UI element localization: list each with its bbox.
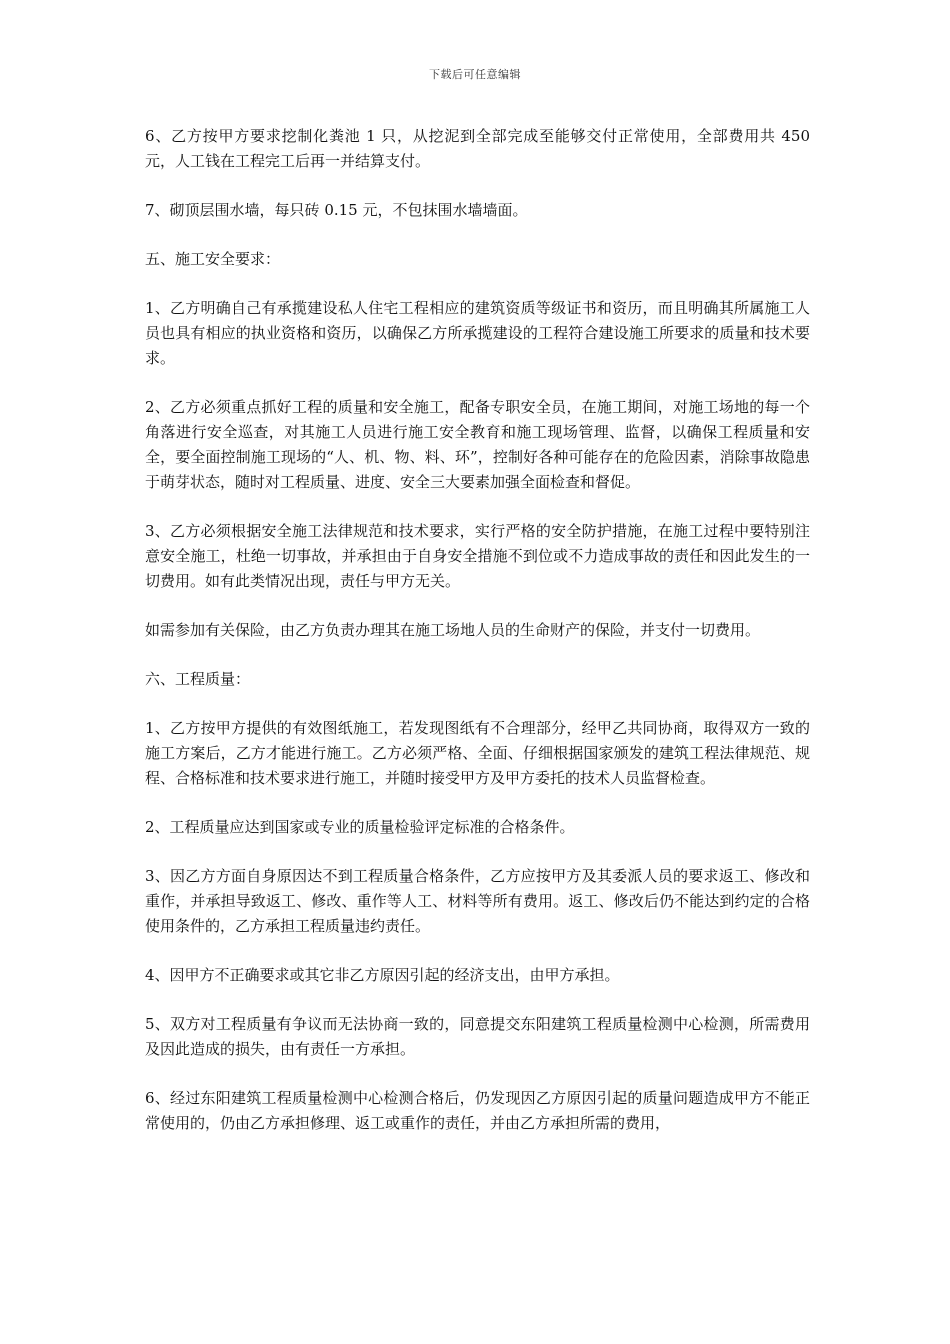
paragraph-item-7-parapet-wall: 7、砌顶层围水墙，每只砖 0.15 元，不包抹围水墙墙面。 [145,201,528,219]
section-heading-quality: 六、工程质量： [145,670,251,688]
paragraph-quality-1: 1、乙方按甲方提供的有效图纸施工，若发现图纸有不合理部分，经甲乙共同协商，取得双方一致的施工方案后，乙方才能进行施工。乙方必须严格、全面、仔细根据国家颁发的建筑工程法律规范、规程、合格标准和技术要求进行施工，并随时接受甲方及甲方委托的技术人员监督检查。 [145,719,810,787]
section-heading-safety: 五、施工安全要求： [145,250,281,268]
page-header: 下载后可任意编辑 [429,68,521,81]
paragraph-quality-6: 6、经过东阳建筑工程质量检测中心检测合格后，仍发现因乙方原因引起的质量问题造成甲方不能正常使用的，仍由乙方承担修理、返工或重作的责任，并由乙方承担所需的费用， [145,1089,810,1132]
paragraph-quality-5: 5、双方对工程质量有争议而无法协商一致的，同意提交东阳建筑工程质量检测中心检测，所需费用及因此造成的损失，由有责任一方承担。 [145,1015,810,1058]
paragraph-item-6-septic-tank: 6、乙方按甲方要求挖制化粪池 1 只，从挖泥到全部完成至能够交付正常使用，全部费用共 450 元，人工钱在工程完工后再一并结算支付。 [145,127,815,170]
paragraph-safety-1: 1、乙方明确自己有承揽建设私人住宅工程相应的建筑资质等级证书和资历，而且明确其所属施工人员也具有相应的执业资格和资历，以确保乙方所承揽建设的工程符合建设施工所要求的质量和技术要求。 [145,299,810,367]
paragraph-safety-3: 3、乙方必须根据安全施工法律规范和技术要求，实行严格的安全防护措施，在施工过程中要特别注意安全施工，杜绝一切事故，并承担由于自身安全措施不到位或不力造成事故的责任和因此发生的一切费用。如有此类情况出现，责任与甲方无关。 [145,522,810,590]
document-body [145,124,815,1160]
paragraph-insurance: 如需参加有关保险，由乙方负责办理其在施工场地人员的生命财产的保险，并支付一切费用。 [145,621,761,639]
paragraph-quality-4: 4、因甲方不正确要求或其它非乙方原因引起的经济支出，由甲方承担。 [145,966,620,984]
paragraph-quality-3: 3、因乙方方面自身原因达不到工程质量合格条件，乙方应按甲方及其委派人员的要求返工、修改和重作，并承担导致返工、修改、重作等人工、材料等所有费用。返工、修改后仍不能达到约定的合格使用条件的，乙方承担工程质量违约责任。 [145,867,810,935]
paragraph-safety-2: 2、乙方必须重点抓好工程的质量和安全施工，配备专职安全员，在施工期间，对施工场地的每一个角落进行安全巡查，对其施工人员进行施工安全教育和施工现场管理、监督，以确保工程质量和安全，要全面控制施工现场的“人、机、物、料、环”，控制好各种可能存在的危险因素，消除事故隐患于萌芽状态，随时对工程质量、进度、安全三大要素加强全面检查和督促。 [145,398,810,491]
paragraph-quality-2: 2、工程质量应达到国家或专业的质量检验评定标准的合格条件。 [145,818,575,836]
